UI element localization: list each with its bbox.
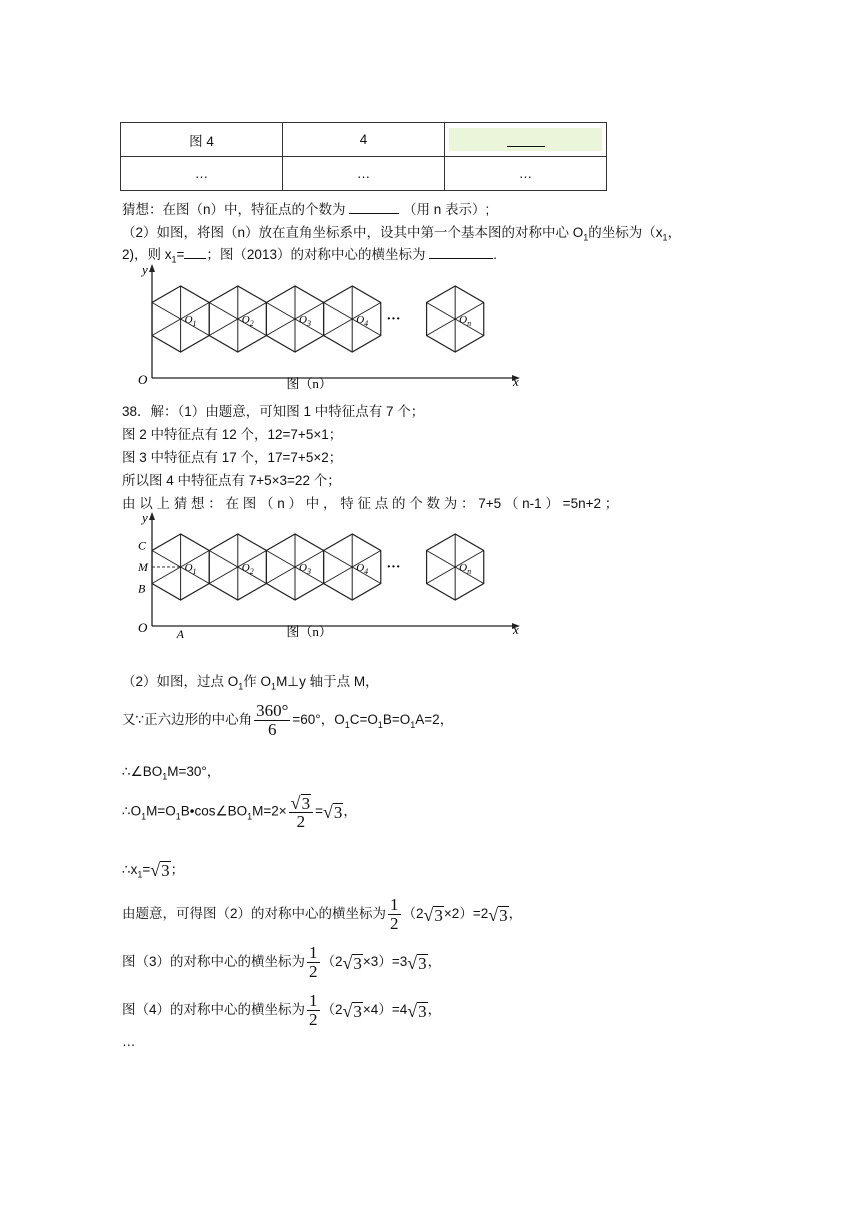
- sub: 1: [162, 771, 168, 782]
- radicand: 3: [418, 953, 427, 973]
- y-axis-label: y: [142, 262, 148, 277]
- numerator: 1: [309, 991, 318, 1010]
- q2-text: ；图（2013）的对称中心的横坐标为: [206, 247, 426, 262]
- table-row: [121, 157, 607, 191]
- radicand: 3: [301, 794, 311, 814]
- solution-line: [122, 896, 522, 933]
- text: A=2，: [415, 712, 454, 728]
- table-cell: 4: [283, 123, 445, 157]
- text: =: [315, 803, 323, 819]
- table-cell: 图 4: [121, 123, 283, 157]
- hexagon-figure-2: [120, 508, 530, 640]
- y-axis-arrow: [149, 264, 155, 272]
- question-2-line-1: [122, 221, 681, 243]
- sub: 1: [344, 719, 350, 730]
- guess-tail: （用 n 表示）;: [403, 202, 490, 217]
- center-label: $O_3$: [299, 314, 311, 328]
- sub: 1: [175, 811, 181, 822]
- q2-text: 2)，则 x: [122, 247, 172, 262]
- point-m-label: M: [138, 560, 148, 574]
- origin-label: O: [138, 620, 148, 635]
- solution-line: …: [122, 1034, 136, 1049]
- point-a-label: A: [176, 627, 184, 640]
- origin-label: O: [138, 372, 148, 387]
- sub: 1: [171, 254, 177, 265]
- table-cell: …: [445, 157, 607, 191]
- text: ，: [343, 803, 357, 819]
- sub: 1: [410, 719, 416, 730]
- solution-line: [122, 793, 357, 831]
- sub: 1: [662, 232, 668, 243]
- text: M⊥y 轴于点 M，: [276, 674, 379, 689]
- text: 由题意，可得图（2）的对称中心的横坐标为: [122, 906, 387, 922]
- sqrt: √ 3: [150, 860, 170, 881]
- text: M=O: [146, 803, 176, 819]
- solution-line: [122, 670, 379, 692]
- q2-text: 的坐标为（x: [588, 225, 663, 240]
- sqrt: √ 3: [407, 1000, 427, 1021]
- text: ，: [508, 906, 523, 922]
- fraction: [289, 793, 313, 831]
- table-cell: …: [283, 157, 445, 191]
- numerator: 1: [309, 943, 318, 962]
- center-label: $O_n$: [459, 562, 472, 576]
- solution-line: 图 3 中特征点有 17 个，17=7+5×2；: [122, 450, 343, 465]
- sub: 1: [247, 811, 253, 822]
- text: M=30°，: [167, 764, 221, 779]
- x-axis-label: x: [513, 622, 519, 637]
- sqrt: √ 3: [407, 952, 427, 973]
- hexagon-figure-1: [120, 260, 530, 390]
- text: ×3）=3: [362, 954, 408, 970]
- table-cell-highlight: [445, 123, 607, 157]
- point-c-label: C: [138, 538, 147, 553]
- solution-line: 所以图 4 中特征点有 7+5×3=22 个；: [122, 473, 341, 488]
- sub: 1: [238, 681, 244, 692]
- radicand: 3: [434, 905, 443, 925]
- numerator: 1: [390, 895, 399, 914]
- y-axis-label: y: [142, 510, 148, 525]
- center-label: $O_4$: [356, 314, 369, 328]
- fraction: [307, 944, 320, 981]
- data-table: [120, 122, 607, 191]
- blank: [184, 258, 206, 259]
- radicand: 3: [353, 953, 362, 973]
- text: C=O: [349, 712, 378, 728]
- fraction: [307, 992, 320, 1029]
- center-label: $O_1$: [184, 314, 197, 328]
- numerator: 360°: [256, 701, 289, 720]
- q2-text: ，: [667, 225, 682, 240]
- solution-line: 图 2 中特征点有 12 个，12=7+5×1；: [122, 427, 343, 442]
- blank: [429, 258, 493, 259]
- guess-line: [122, 198, 489, 218]
- text: ∴∠BO: [122, 764, 163, 779]
- denominator: 2: [296, 812, 306, 832]
- figure-caption: 图（n）: [286, 376, 332, 390]
- sqrt: √ 3: [342, 1000, 362, 1021]
- text: 又∵正六边形的中心角: [122, 712, 253, 728]
- text: M=2×: [252, 803, 287, 819]
- text: （2: [321, 1002, 343, 1018]
- center-label: $O_1$: [184, 562, 197, 576]
- guess-text: 猜想：在图（n）中，特征点的个数为: [122, 202, 346, 217]
- solution-line: [122, 944, 441, 981]
- text: =: [142, 862, 151, 877]
- table-row: [121, 123, 607, 157]
- sub: 1: [377, 719, 383, 730]
- y-axis-arrow: [149, 512, 155, 520]
- text: =60°，O: [292, 712, 345, 728]
- text: ，: [427, 954, 442, 970]
- sqrt: √ 3: [423, 904, 443, 925]
- solution-line: [122, 992, 441, 1029]
- denominator: 2: [309, 962, 318, 981]
- center-label: $O_2$: [241, 314, 254, 328]
- text: 作 O: [243, 674, 272, 689]
- text: ∴x: [122, 862, 138, 877]
- text: B•cos∠BO: [180, 803, 248, 819]
- point-b-label: B: [138, 581, 146, 596]
- radicand: 3: [161, 861, 170, 881]
- q2-text: .: [493, 247, 497, 262]
- text: ，: [427, 1002, 442, 1018]
- sqrt: √ 3: [342, 952, 362, 973]
- text: B=O: [382, 712, 411, 728]
- text: ∴O: [122, 803, 142, 819]
- fraction: [388, 896, 401, 933]
- radicand: 3: [333, 803, 343, 823]
- radicand: 3: [418, 1001, 427, 1021]
- q2-text: =: [176, 247, 185, 262]
- text: 图（4）的对称中心的横坐标为: [122, 1002, 306, 1018]
- figure-caption: 图（n）: [286, 624, 332, 639]
- solution-line: [122, 760, 220, 782]
- text: （2: [321, 954, 343, 970]
- continuation-dots: ···: [386, 312, 401, 327]
- sub: 1: [583, 232, 589, 243]
- text: 图（3）的对称中心的横坐标为: [122, 954, 306, 970]
- text: （2: [402, 906, 424, 922]
- center-label: $O_n$: [459, 314, 472, 328]
- text: ；: [170, 862, 185, 877]
- center-label: $O_3$: [299, 562, 311, 576]
- text: ×4）=4: [362, 1002, 408, 1018]
- solution-line: 由 以 上 猜 想 ： 在 图 （ n ） 中 ， 特 征 点 的 个 数 为 ： 7+5 （ n-1 ） =5n+2 ；: [122, 496, 619, 511]
- denominator: 2: [309, 1010, 318, 1029]
- fraction: [254, 702, 290, 739]
- sqrt: √ 3: [322, 802, 343, 823]
- blank: [349, 213, 399, 214]
- denominator: 2: [390, 914, 399, 933]
- table-cell: …: [121, 157, 283, 191]
- sub: 1: [137, 869, 143, 880]
- text: （2）如图，过点 O: [122, 674, 239, 689]
- continuation-dots: ···: [386, 560, 401, 575]
- sqrt: √ 3: [488, 904, 508, 925]
- center-label: $O_2$: [241, 562, 254, 576]
- q2-text: （2）如图，将图（n）放在直角坐标系中，设其中第一个基本图的对称中心 O: [122, 225, 584, 240]
- radicand: 3: [499, 905, 508, 925]
- center-label: $O_4$: [356, 562, 369, 576]
- text: ×2）=2: [443, 906, 489, 922]
- radicand: 3: [353, 1001, 362, 1021]
- sub: 1: [141, 811, 147, 822]
- numerator: √ 3: [289, 793, 313, 813]
- solution-line: 38．解：（1）由题意，可知图 1 中特征点有 7 个；: [122, 404, 425, 419]
- x-axis-label: x: [513, 374, 519, 389]
- sub: 1: [271, 681, 277, 692]
- denominator: 6: [268, 720, 277, 739]
- solution-line: [122, 702, 453, 739]
- solution-line: [122, 858, 184, 880]
